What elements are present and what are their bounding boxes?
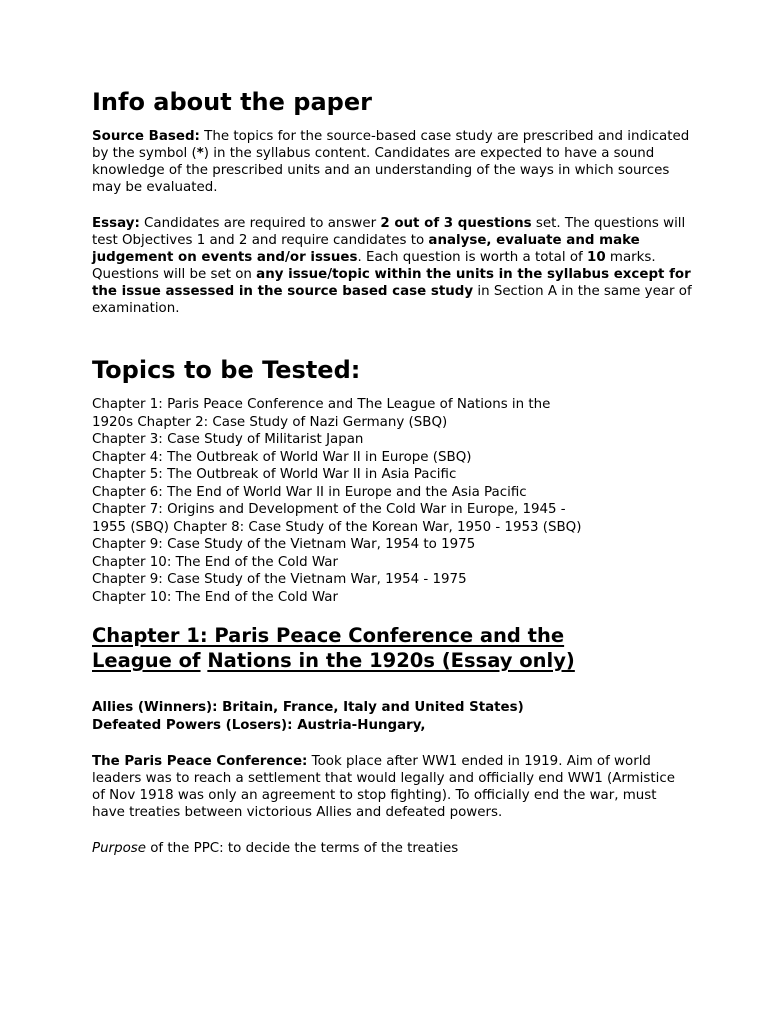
source-based-label: Source Based: xyxy=(92,129,200,144)
essay-text-5: in Section A in the same year of examination. xyxy=(92,284,692,316)
document-page xyxy=(92,86,692,857)
topic-line: Chapter 7: Origins and Development of the Cold War in Europe, 1945 - 1955 (SBQ) xyxy=(92,502,566,535)
source-based-text: The topics for the source-based case study are prescribed and indicated by the symbol ( xyxy=(92,129,690,161)
powers-block xyxy=(92,699,692,734)
essay-text-4: marks. Questions will be set on xyxy=(92,250,656,282)
chapter1-heading xyxy=(92,623,602,673)
allies-line: Allies (Winners): Britain, France, Italy and United States) xyxy=(92,700,524,715)
source-based-paragraph xyxy=(92,128,692,196)
topic-line: Chapter 9: Case Study of the Vietnam War, 1954 to 1975 xyxy=(92,537,476,552)
essay-text-1: Candidates are required to answer xyxy=(139,216,381,231)
essay-bold-3: 10 xyxy=(587,250,606,265)
topic-line: Chapter 8: Case Study of the Korean War, 1950 - 1953 (SBQ) xyxy=(169,519,582,535)
topic-line: Chapter 6: The End of World War II in Europe and the Asia Pacific xyxy=(92,484,527,500)
source-based-text-2: ) in the syllabus content. Candidates are expected to have a sound knowledge of the prescribed units and an understanding of the ways in which sources may be evaluated. xyxy=(92,146,670,195)
essay-text-3: . Each question is worth a total of xyxy=(357,250,587,265)
essay-bold-4: any issue/topic within the units in the syllabus except for the issue assessed in the source based case study xyxy=(92,267,691,299)
essay-bold-2: analyse, evaluate and make judgement on events and/or issues xyxy=(92,233,640,265)
chapter1-heading-part-a: Chapter 1: Paris Peace Conference and the League of xyxy=(92,624,565,672)
topic-line: Chapter 5: The Outbreak of World War II in Asia Pacific xyxy=(92,467,457,482)
topic-line: Chapter 9: Case Study of the Vietnam War, 1954 - 1975 xyxy=(92,572,467,587)
purpose-paragraph xyxy=(92,840,692,857)
essay-bold-1: 2 out of 3 questions xyxy=(380,216,532,231)
source-symbol: * xyxy=(196,146,204,161)
essay-paragraph xyxy=(92,215,692,317)
topics-heading: Topics to be Tested: xyxy=(92,356,361,384)
info-heading: Info about the paper xyxy=(92,88,372,116)
purpose-text: of the PPC: to decide the terms of the treaties xyxy=(145,841,459,856)
topic-line: Chapter 10: The End of the Cold War xyxy=(92,554,338,570)
purpose-label: Purpose xyxy=(92,841,146,856)
topic-line: Chapter 1: Paris Peace Conference and The League of Nations in the 1920s xyxy=(92,397,551,430)
topic-line: Chapter 2: Case Study of Nazi Germany (SBQ) xyxy=(133,414,448,430)
ppc-text: Took place after WW1 ended in 1919. Aim of world leaders was to reach a settlement that would legally and officially end WW1 (Armistice of Nov 1918 was only an agreement to stop fighting). To officially end the war, must have treaties between victorious Allies and defeated powers. xyxy=(92,754,675,820)
topics-list xyxy=(92,396,592,606)
ppc-label: The Paris Peace Conference: xyxy=(92,754,308,769)
topic-line: Chapter 4: The Outbreak of World War II in Europe (SBQ) xyxy=(92,449,472,465)
essay-text-2: set. The questions will test Objectives 1 and 2 and require candidates to xyxy=(92,216,686,248)
topic-line: Chapter 10: The End of the Cold War xyxy=(92,589,338,605)
defeated-line: Defeated Powers (Losers): Austria-Hungary, xyxy=(92,717,426,733)
chapter1-heading-part-b: Nations in the 1920s (Essay only) xyxy=(207,649,575,672)
ppc-paragraph xyxy=(92,753,692,821)
topic-line: Chapter 3: Case Study of Militarist Japan xyxy=(92,432,364,447)
essay-label: Essay: xyxy=(92,216,140,231)
